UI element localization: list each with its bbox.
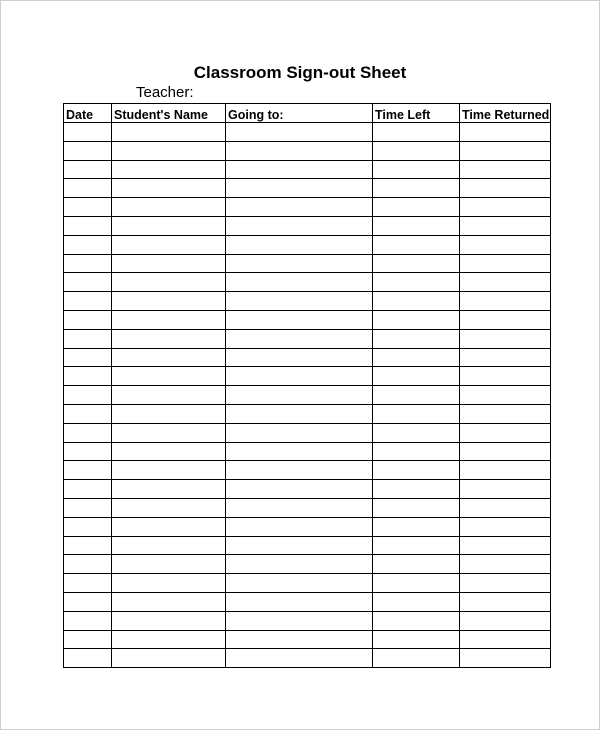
table-row [64, 555, 551, 574]
going-to-cell[interactable] [226, 611, 373, 630]
date-cell[interactable] [64, 160, 112, 179]
date-cell[interactable] [64, 254, 112, 273]
time-left-cell[interactable] [373, 310, 460, 329]
student-name-cell[interactable] [112, 592, 226, 611]
time-returned-cell[interactable] [460, 292, 551, 311]
going-to-cell[interactable] [226, 160, 373, 179]
going-to-cell[interactable] [226, 461, 373, 480]
column-header-time-left: Time Left [373, 104, 460, 123]
student-name-cell[interactable] [112, 254, 226, 273]
student-name-cell[interactable] [112, 611, 226, 630]
time-left-cell[interactable] [373, 367, 460, 386]
time-left-cell[interactable] [373, 292, 460, 311]
table-row [64, 235, 551, 254]
date-cell[interactable] [64, 574, 112, 593]
table-row [64, 649, 551, 668]
time-returned-cell[interactable] [460, 630, 551, 649]
column-header-student-name: Student's Name [112, 104, 226, 123]
going-to-cell[interactable] [226, 517, 373, 536]
column-header-time-returned: Time Returned [460, 104, 551, 123]
time-returned-cell[interactable] [460, 198, 551, 217]
table-row [64, 404, 551, 423]
time-left-cell[interactable] [373, 254, 460, 273]
date-cell[interactable] [64, 179, 112, 198]
table-row [64, 216, 551, 235]
date-cell[interactable] [64, 461, 112, 480]
student-name-cell[interactable] [112, 423, 226, 442]
table-row [64, 442, 551, 461]
time-returned-cell[interactable] [460, 611, 551, 630]
table-row [64, 611, 551, 630]
time-left-cell[interactable] [373, 423, 460, 442]
column-header-going-to: Going to: [226, 104, 373, 123]
table-row [64, 517, 551, 536]
going-to-cell[interactable] [226, 442, 373, 461]
table-row [64, 198, 551, 217]
going-to-cell[interactable] [226, 498, 373, 517]
date-cell[interactable] [64, 404, 112, 423]
going-to-cell[interactable] [226, 329, 373, 348]
time-left-cell[interactable] [373, 273, 460, 292]
time-left-cell[interactable] [373, 123, 460, 142]
table-row [64, 123, 551, 142]
student-name-cell[interactable] [112, 442, 226, 461]
time-returned-cell[interactable] [460, 310, 551, 329]
student-name-cell[interactable] [112, 123, 226, 142]
time-returned-cell[interactable] [460, 141, 551, 160]
going-to-cell[interactable] [226, 536, 373, 555]
time-returned-cell[interactable] [460, 404, 551, 423]
date-cell[interactable] [64, 141, 112, 160]
time-left-cell[interactable] [373, 498, 460, 517]
student-name-cell[interactable] [112, 574, 226, 593]
table-row [64, 386, 551, 405]
time-returned-cell[interactable] [460, 216, 551, 235]
time-returned-cell[interactable] [460, 536, 551, 555]
going-to-cell[interactable] [226, 423, 373, 442]
going-to-cell[interactable] [226, 292, 373, 311]
time-left-cell[interactable] [373, 348, 460, 367]
date-cell[interactable] [64, 611, 112, 630]
student-name-cell[interactable] [112, 461, 226, 480]
going-to-cell[interactable] [226, 216, 373, 235]
time-left-cell[interactable] [373, 649, 460, 668]
time-returned-cell[interactable] [460, 235, 551, 254]
date-cell[interactable] [64, 292, 112, 311]
date-cell[interactable] [64, 536, 112, 555]
student-name-cell[interactable] [112, 141, 226, 160]
time-left-cell[interactable] [373, 160, 460, 179]
going-to-cell[interactable] [226, 592, 373, 611]
time-left-cell[interactable] [373, 386, 460, 405]
time-returned-cell[interactable] [460, 480, 551, 499]
going-to-cell[interactable] [226, 480, 373, 499]
time-returned-cell[interactable] [460, 423, 551, 442]
going-to-cell[interactable] [226, 404, 373, 423]
going-to-cell[interactable] [226, 254, 373, 273]
going-to-cell[interactable] [226, 310, 373, 329]
going-to-cell[interactable] [226, 198, 373, 217]
table-row [64, 179, 551, 198]
student-name-cell[interactable] [112, 404, 226, 423]
going-to-cell[interactable] [226, 649, 373, 668]
time-returned-cell[interactable] [460, 367, 551, 386]
time-left-cell[interactable] [373, 216, 460, 235]
time-left-cell[interactable] [373, 442, 460, 461]
table-row [64, 630, 551, 649]
table-row [64, 423, 551, 442]
time-left-cell[interactable] [373, 461, 460, 480]
going-to-cell[interactable] [226, 367, 373, 386]
table-row [64, 310, 551, 329]
time-returned-cell[interactable] [460, 123, 551, 142]
student-name-cell[interactable] [112, 348, 226, 367]
time-returned-cell[interactable] [460, 273, 551, 292]
student-name-cell[interactable] [112, 310, 226, 329]
time-returned-cell[interactable] [460, 498, 551, 517]
student-name-cell[interactable] [112, 367, 226, 386]
time-left-cell[interactable] [373, 517, 460, 536]
time-returned-cell[interactable] [460, 649, 551, 668]
time-returned-cell[interactable] [460, 254, 551, 273]
student-name-cell[interactable] [112, 329, 226, 348]
time-returned-cell[interactable] [460, 386, 551, 405]
time-returned-cell[interactable] [460, 574, 551, 593]
table-row [64, 348, 551, 367]
time-left-cell[interactable] [373, 592, 460, 611]
going-to-cell[interactable] [226, 630, 373, 649]
time-returned-cell[interactable] [460, 329, 551, 348]
table-row [64, 292, 551, 311]
going-to-cell[interactable] [226, 348, 373, 367]
column-header-date: Date [64, 104, 112, 123]
time-left-cell[interactable] [373, 536, 460, 555]
date-cell[interactable] [64, 123, 112, 142]
time-returned-cell[interactable] [460, 517, 551, 536]
time-returned-cell[interactable] [460, 348, 551, 367]
table-row [64, 367, 551, 386]
table-row [64, 254, 551, 273]
date-cell[interactable] [64, 517, 112, 536]
going-to-cell[interactable] [226, 273, 373, 292]
time-returned-cell[interactable] [460, 461, 551, 480]
student-name-cell[interactable] [112, 536, 226, 555]
going-to-cell[interactable] [226, 179, 373, 198]
student-name-cell[interactable] [112, 216, 226, 235]
date-cell[interactable] [64, 198, 112, 217]
table-row [64, 498, 551, 517]
time-left-cell[interactable] [373, 141, 460, 160]
student-name-cell[interactable] [112, 386, 226, 405]
time-returned-cell[interactable] [460, 555, 551, 574]
page-title: Classroom Sign-out Sheet [193, 63, 407, 82]
student-name-cell[interactable] [112, 198, 226, 217]
time-left-cell[interactable] [373, 198, 460, 217]
date-cell[interactable] [64, 480, 112, 499]
going-to-cell[interactable] [226, 235, 373, 254]
time-left-cell[interactable] [373, 630, 460, 649]
table-row [64, 141, 551, 160]
time-returned-cell[interactable] [460, 592, 551, 611]
time-left-cell[interactable] [373, 480, 460, 499]
date-cell[interactable] [64, 386, 112, 405]
table-row [64, 273, 551, 292]
date-cell[interactable] [64, 310, 112, 329]
going-to-cell[interactable] [226, 123, 373, 142]
student-name-cell[interactable] [112, 480, 226, 499]
time-left-cell[interactable] [373, 329, 460, 348]
date-cell[interactable] [64, 630, 112, 649]
student-name-cell[interactable] [112, 630, 226, 649]
time-returned-cell[interactable] [460, 179, 551, 198]
time-returned-cell[interactable] [460, 442, 551, 461]
student-name-cell[interactable] [112, 273, 226, 292]
date-cell[interactable] [64, 592, 112, 611]
table-row [64, 592, 551, 611]
date-cell[interactable] [64, 235, 112, 254]
date-cell[interactable] [64, 216, 112, 235]
table-row [64, 329, 551, 348]
table-header-row [64, 104, 551, 123]
table-row [64, 461, 551, 480]
date-cell[interactable] [64, 348, 112, 367]
student-name-cell[interactable] [112, 235, 226, 254]
table-row [64, 536, 551, 555]
date-cell[interactable] [64, 442, 112, 461]
teacher-label: Teacher: [136, 84, 194, 101]
table-row [64, 574, 551, 593]
table-body [64, 123, 551, 668]
time-left-cell[interactable] [373, 179, 460, 198]
date-cell[interactable] [64, 555, 112, 574]
going-to-cell[interactable] [226, 141, 373, 160]
date-cell[interactable] [64, 273, 112, 292]
going-to-cell[interactable] [226, 555, 373, 574]
table-row [64, 480, 551, 499]
time-left-cell[interactable] [373, 235, 460, 254]
student-name-cell[interactable] [112, 498, 226, 517]
time-left-cell[interactable] [373, 574, 460, 593]
date-cell[interactable] [64, 329, 112, 348]
student-name-cell[interactable] [112, 292, 226, 311]
time-left-cell[interactable] [373, 611, 460, 630]
going-to-cell[interactable] [226, 386, 373, 405]
date-cell[interactable] [64, 498, 112, 517]
date-cell[interactable] [64, 423, 112, 442]
going-to-cell[interactable] [226, 574, 373, 593]
time-left-cell[interactable] [373, 404, 460, 423]
date-cell[interactable] [64, 367, 112, 386]
date-cell[interactable] [64, 649, 112, 668]
student-name-cell[interactable] [112, 179, 226, 198]
time-returned-cell[interactable] [460, 160, 551, 179]
student-name-cell[interactable] [112, 649, 226, 668]
table-row [64, 160, 551, 179]
time-left-cell[interactable] [373, 555, 460, 574]
student-name-cell[interactable] [112, 517, 226, 536]
student-name-cell[interactable] [112, 160, 226, 179]
sign-out-table [63, 103, 551, 668]
student-name-cell[interactable] [112, 555, 226, 574]
